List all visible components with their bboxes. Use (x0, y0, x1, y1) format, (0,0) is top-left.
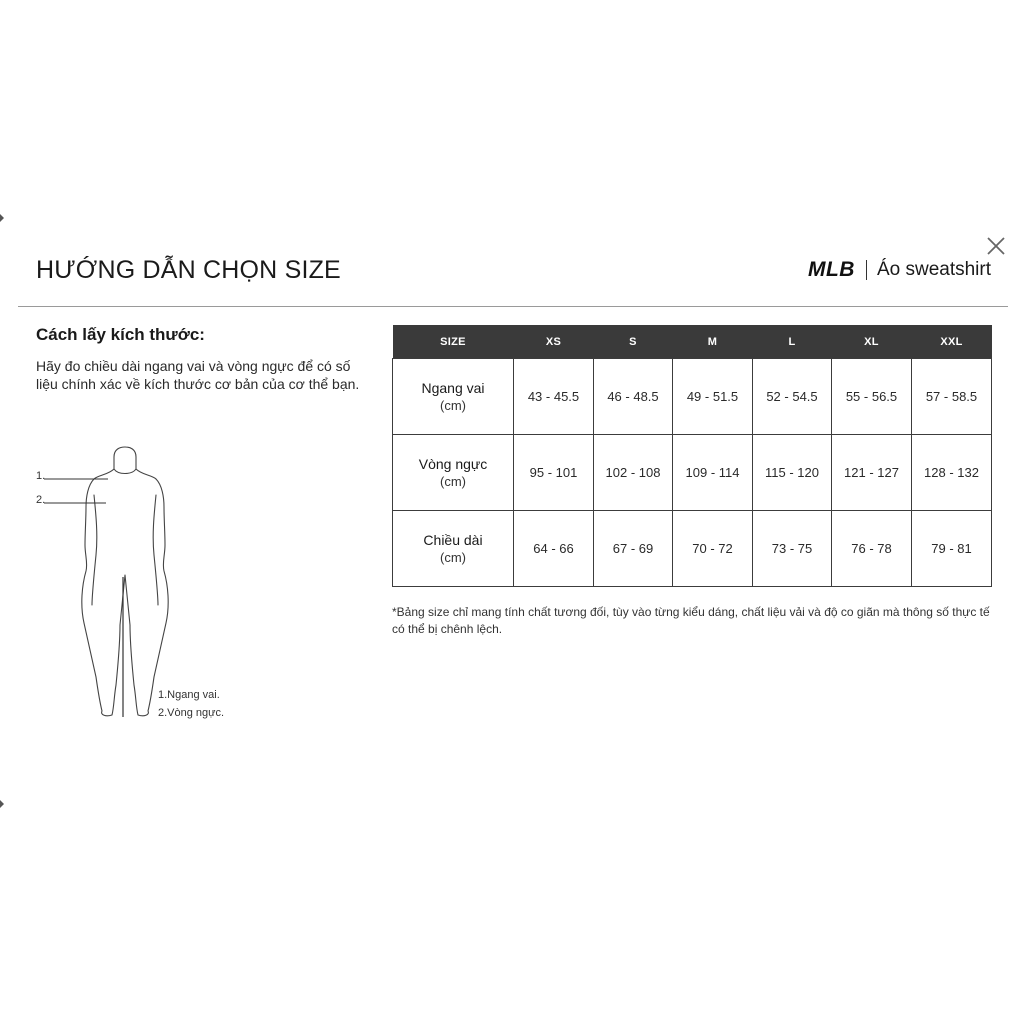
column-header: XXL (912, 325, 992, 359)
table-cell: 52 - 54.5 (753, 359, 832, 435)
measure-guide-heading: Cách lấy kích thước: (36, 325, 205, 344)
table-cell: 121 - 127 (832, 435, 912, 511)
measure-guide-text: Hãy đo chiều dài ngang vai và vòng ngực để có số liệu chính xác về kích thước cơ bản của cơ thể bạn. (36, 358, 360, 392)
row-header (393, 511, 514, 587)
column-header: L (753, 325, 832, 359)
legend-item: 2.Vòng ngực. (158, 707, 225, 719)
brand-separator (866, 260, 867, 280)
table-cell: 76 - 78 (832, 511, 912, 587)
size-table (392, 325, 992, 587)
row-unit: (cm) (440, 473, 466, 489)
figure-label-1: 1. (36, 470, 46, 482)
table-row (393, 511, 992, 587)
table-cell: 46 - 48.5 (594, 359, 673, 435)
close-button[interactable] (985, 235, 1007, 257)
size-disclaimer: *Bảng size chỉ mang tính chất tương đối, tùy vào từng kiểu dáng, chất liệu vải và độ co giãn mà thông số thực tế có thể bị chênh lệch. (392, 605, 990, 636)
legend-item: 1.Ngang vai. (158, 689, 220, 701)
table-cell: 67 - 69 (594, 511, 673, 587)
table-cell: 55 - 56.5 (832, 359, 912, 435)
table-cell: 95 - 101 (514, 435, 594, 511)
column-header: SIZE (393, 325, 514, 359)
table-cell: 64 - 66 (514, 511, 594, 587)
header-divider (18, 306, 1008, 307)
row-header (393, 359, 514, 435)
column-header: XS (514, 325, 594, 359)
table-cell: 79 - 81 (912, 511, 992, 587)
table-row (393, 435, 992, 511)
table-row (393, 359, 992, 435)
column-header: XL (832, 325, 912, 359)
figure-legend (158, 686, 224, 722)
table-header-row (393, 325, 992, 359)
figure-label-2: 2. (36, 494, 46, 506)
row-header (393, 435, 514, 511)
column-header: S (594, 325, 673, 359)
table-cell: 115 - 120 (753, 435, 832, 511)
table-cell: 73 - 75 (753, 511, 832, 587)
column-header: M (673, 325, 753, 359)
brand-logo: MLB (807, 258, 855, 281)
product-type: Áo sweatshirt (876, 259, 991, 280)
page-title: HƯỚNG DẪN CHỌN SIZE (36, 256, 341, 284)
table-cell: 70 - 72 (673, 511, 753, 587)
row-name: Chiều dài (423, 531, 483, 548)
row-name: Ngang vai (421, 379, 485, 396)
table-cell: 57 - 58.5 (912, 359, 992, 435)
brand-block (808, 258, 991, 282)
row-name: Vòng ngực (418, 455, 488, 472)
table-cell: 128 - 132 (912, 435, 992, 511)
row-unit: (cm) (440, 397, 466, 413)
body-figure (30, 445, 250, 735)
table-cell: 102 - 108 (594, 435, 673, 511)
close-icon[interactable] (985, 235, 1007, 257)
table-cell: 43 - 45.5 (514, 359, 594, 435)
table-cell: 49 - 51.5 (673, 359, 753, 435)
table-cell: 109 - 114 (673, 435, 753, 511)
row-unit: (cm) (440, 549, 466, 565)
